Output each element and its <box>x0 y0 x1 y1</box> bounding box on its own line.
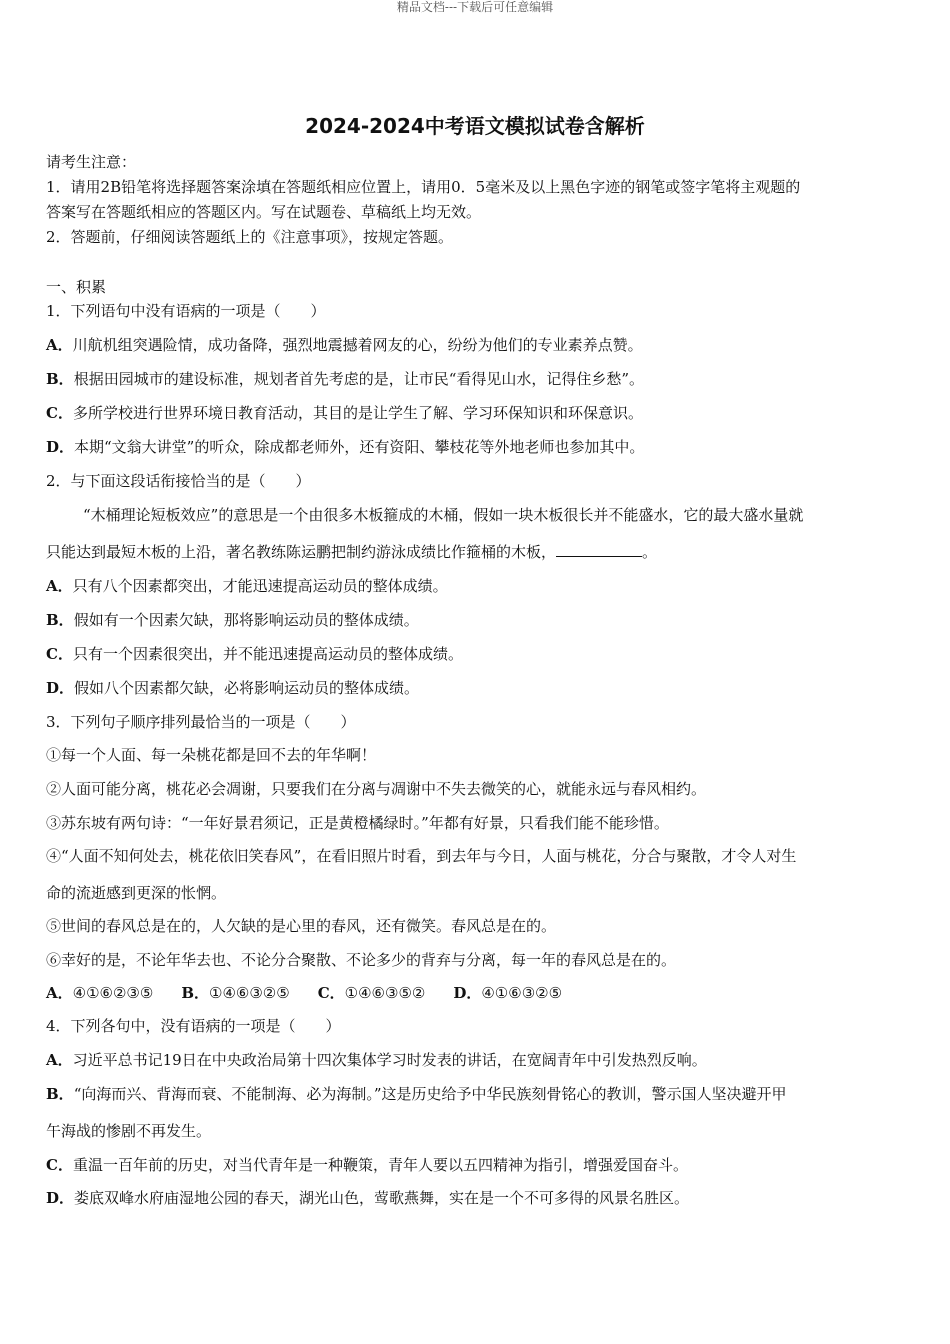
option-label: B． <box>46 370 74 388</box>
question-4-option-c <box>46 1155 906 1175</box>
question-3-sentence-2: ②人面可能分离，桃花必会凋谢，只要我们在分离与凋谢中不失去微笑的心，就能永远与春风相约。 <box>46 780 707 798</box>
notice-item-1-line-2: 答案写在答题纸相应的答题区内。写在试题卷、草稿纸上均无效。 <box>46 203 482 221</box>
option-label: B． <box>181 984 210 1002</box>
question-3-options <box>46 983 906 1003</box>
question-3-stem: 3．下列句子顺序排列最恰当的一项是（ ） <box>46 713 356 731</box>
question-4-option-b-line-1 <box>46 1084 906 1104</box>
option-text: ④①⑥②③⑤ <box>72 984 154 1002</box>
document-title: 2024-2024中考语文模拟试卷含解析 <box>305 114 645 138</box>
question-3-option-c <box>318 983 426 1003</box>
question-1-option-d <box>46 437 906 457</box>
question-2-stem: 2．与下面这段话衔接恰当的是（ ） <box>46 472 311 490</box>
question-3-sentence-6: ⑥幸好的是，不论年华去也、不论分合聚散、不论多少的背弃与分离，每一年的春风总是在的。 <box>46 951 677 969</box>
option-text: ④①⑥③②⑤ <box>481 984 563 1002</box>
answer-blank <box>556 542 642 557</box>
option-text: 习近平总书记19日在中央政治局第十四次集体学习时发表的讲话，在宽阔青年中引发热烈反响。 <box>72 1051 707 1069</box>
question-4-stem: 4．下列各句中，没有语病的一项是（ ） <box>46 1017 341 1035</box>
question-3-sentence-1: ①每一个人面、每一朵桃花都是回不去的年华啊！ <box>46 746 377 764</box>
page-header-note: 精品文档---下载后可任意编辑 <box>396 0 554 14</box>
question-3-sentence-3: ③苏东坡有两句诗：“一年好景君须记，正是黄橙橘绿时。”年都有好景，只看我们能不能珍惜。 <box>46 814 669 832</box>
question-2-option-b <box>46 610 906 630</box>
option-label: B． <box>46 1085 74 1103</box>
question-4-option-b-line-2: 午海战的惨剧不再发生。 <box>46 1122 212 1140</box>
question-2-option-a <box>46 576 906 596</box>
question-3-option-a <box>46 983 153 1003</box>
option-text: ①④⑥③②⑤ <box>209 984 290 1002</box>
option-text: 假如八个因素都欠缺，必将影响运动员的整体成绩。 <box>74 679 420 697</box>
question-3-sentence-4-line-1: ④“人面不知何处去，桃花依旧笑春风”，在看旧照片时看，到去年与今日，人面与桃花，分合与聚散，才令人对生 <box>46 847 797 865</box>
option-text: 本期“文翁大讲堂”的听众，除成都老师外，还有资阳、攀枝花等外地老师也参加其中。 <box>74 438 645 456</box>
question-3-option-b <box>181 983 289 1003</box>
question-2-passage-line-1: “木桶理论短板效应”的意思是一个由很多木板箍成的木桶，假如一块木板很长并不能盛水，它的最大盛水量就 <box>83 506 804 524</box>
option-label: D． <box>46 1189 75 1207</box>
option-text: ①④⑥③⑤② <box>344 984 426 1002</box>
option-text: 只有八个因素都突出，才能迅速提高运动员的整体成绩。 <box>72 577 448 595</box>
option-label: C． <box>317 984 345 1002</box>
question-3-sentence-5: ⑤世间的春风总是在的，人欠缺的是心里的春风，还有微笑。春风总是在的。 <box>46 917 557 935</box>
option-label: C． <box>46 1156 73 1174</box>
passage-text: 只能达到最短木板的上沿，著名教练陈运鹏把制约游泳成绩比作箍桶的木板， <box>46 543 557 561</box>
option-label: A． <box>46 336 73 354</box>
option-label: D． <box>453 984 482 1002</box>
option-label: A． <box>46 984 73 1002</box>
notice-item-1-line-1: 1．请用2B铅笔将选择题答案涂填在答题纸相应位置上，请用0．5毫米及以上黑色字迹的钢笔或签字笔将主观题的 <box>46 178 801 196</box>
question-3-option-d <box>453 983 562 1003</box>
question-3-sentence-4-line-2: 命的流逝感到更深的怅惘。 <box>46 884 227 902</box>
option-text: 重温一百年前的历史，对当代青年是一种鞭策，青年人要以五四精神为指引，增强爱国奋斗。 <box>72 1156 688 1174</box>
option-label: D． <box>46 679 75 697</box>
question-2-option-d <box>46 678 906 698</box>
question-1-option-c <box>46 403 906 423</box>
option-label: C． <box>46 645 73 663</box>
question-2-option-c <box>46 644 906 664</box>
question-2-passage-line-2 <box>46 542 906 562</box>
notice-heading: 请考生注意： <box>46 153 137 171</box>
question-4-option-a <box>46 1050 906 1070</box>
section-heading: 一、积累 <box>46 278 107 296</box>
option-label: C． <box>46 404 73 422</box>
option-text: 娄底双峰水府庙湿地公园的春天，湖光山色，莺歌燕舞，实在是一个不可多得的风景名胜区。 <box>74 1189 690 1207</box>
question-1-option-b <box>46 369 906 389</box>
question-4-option-d <box>46 1188 906 1208</box>
passage-end: 。 <box>642 543 658 561</box>
question-1-stem: 1．下列语句中没有语病的一项是（ ） <box>46 302 326 320</box>
option-text: 只有一个因素很突出，并不能迅速提高运动员的整体成绩。 <box>72 645 463 663</box>
option-label: B． <box>46 611 74 629</box>
option-label: A． <box>46 1051 73 1069</box>
option-text: “向海而兴、背海而衰、不能制海、必为海制。”这是历史给予中华民族刻骨铭心的教训，警示国人坚决避开甲 <box>73 1085 787 1103</box>
option-label: A． <box>46 577 73 595</box>
option-text: 多所学校进行世界环境日教育活动，其目的是让学生了解、学习环保知识和环保意识。 <box>72 404 643 422</box>
notice-item-2: 2．答题前，仔细阅读答题纸上的《注意事项》，按规定答题。 <box>46 228 454 246</box>
option-text: 川航机组突遇险情，成功备降，强烈地震撼着网友的心，纷纷为他们的专业素养点赞。 <box>72 336 643 354</box>
option-text: 假如有一个因素欠缺，那将影响运动员的整体成绩。 <box>73 611 419 629</box>
option-label: D． <box>46 438 75 456</box>
question-1-option-a <box>46 335 906 355</box>
option-text: 根据田园城市的建设标准，规划者首先考虑的是，让市民“看得见山水，记得住乡愁”。 <box>73 370 645 388</box>
